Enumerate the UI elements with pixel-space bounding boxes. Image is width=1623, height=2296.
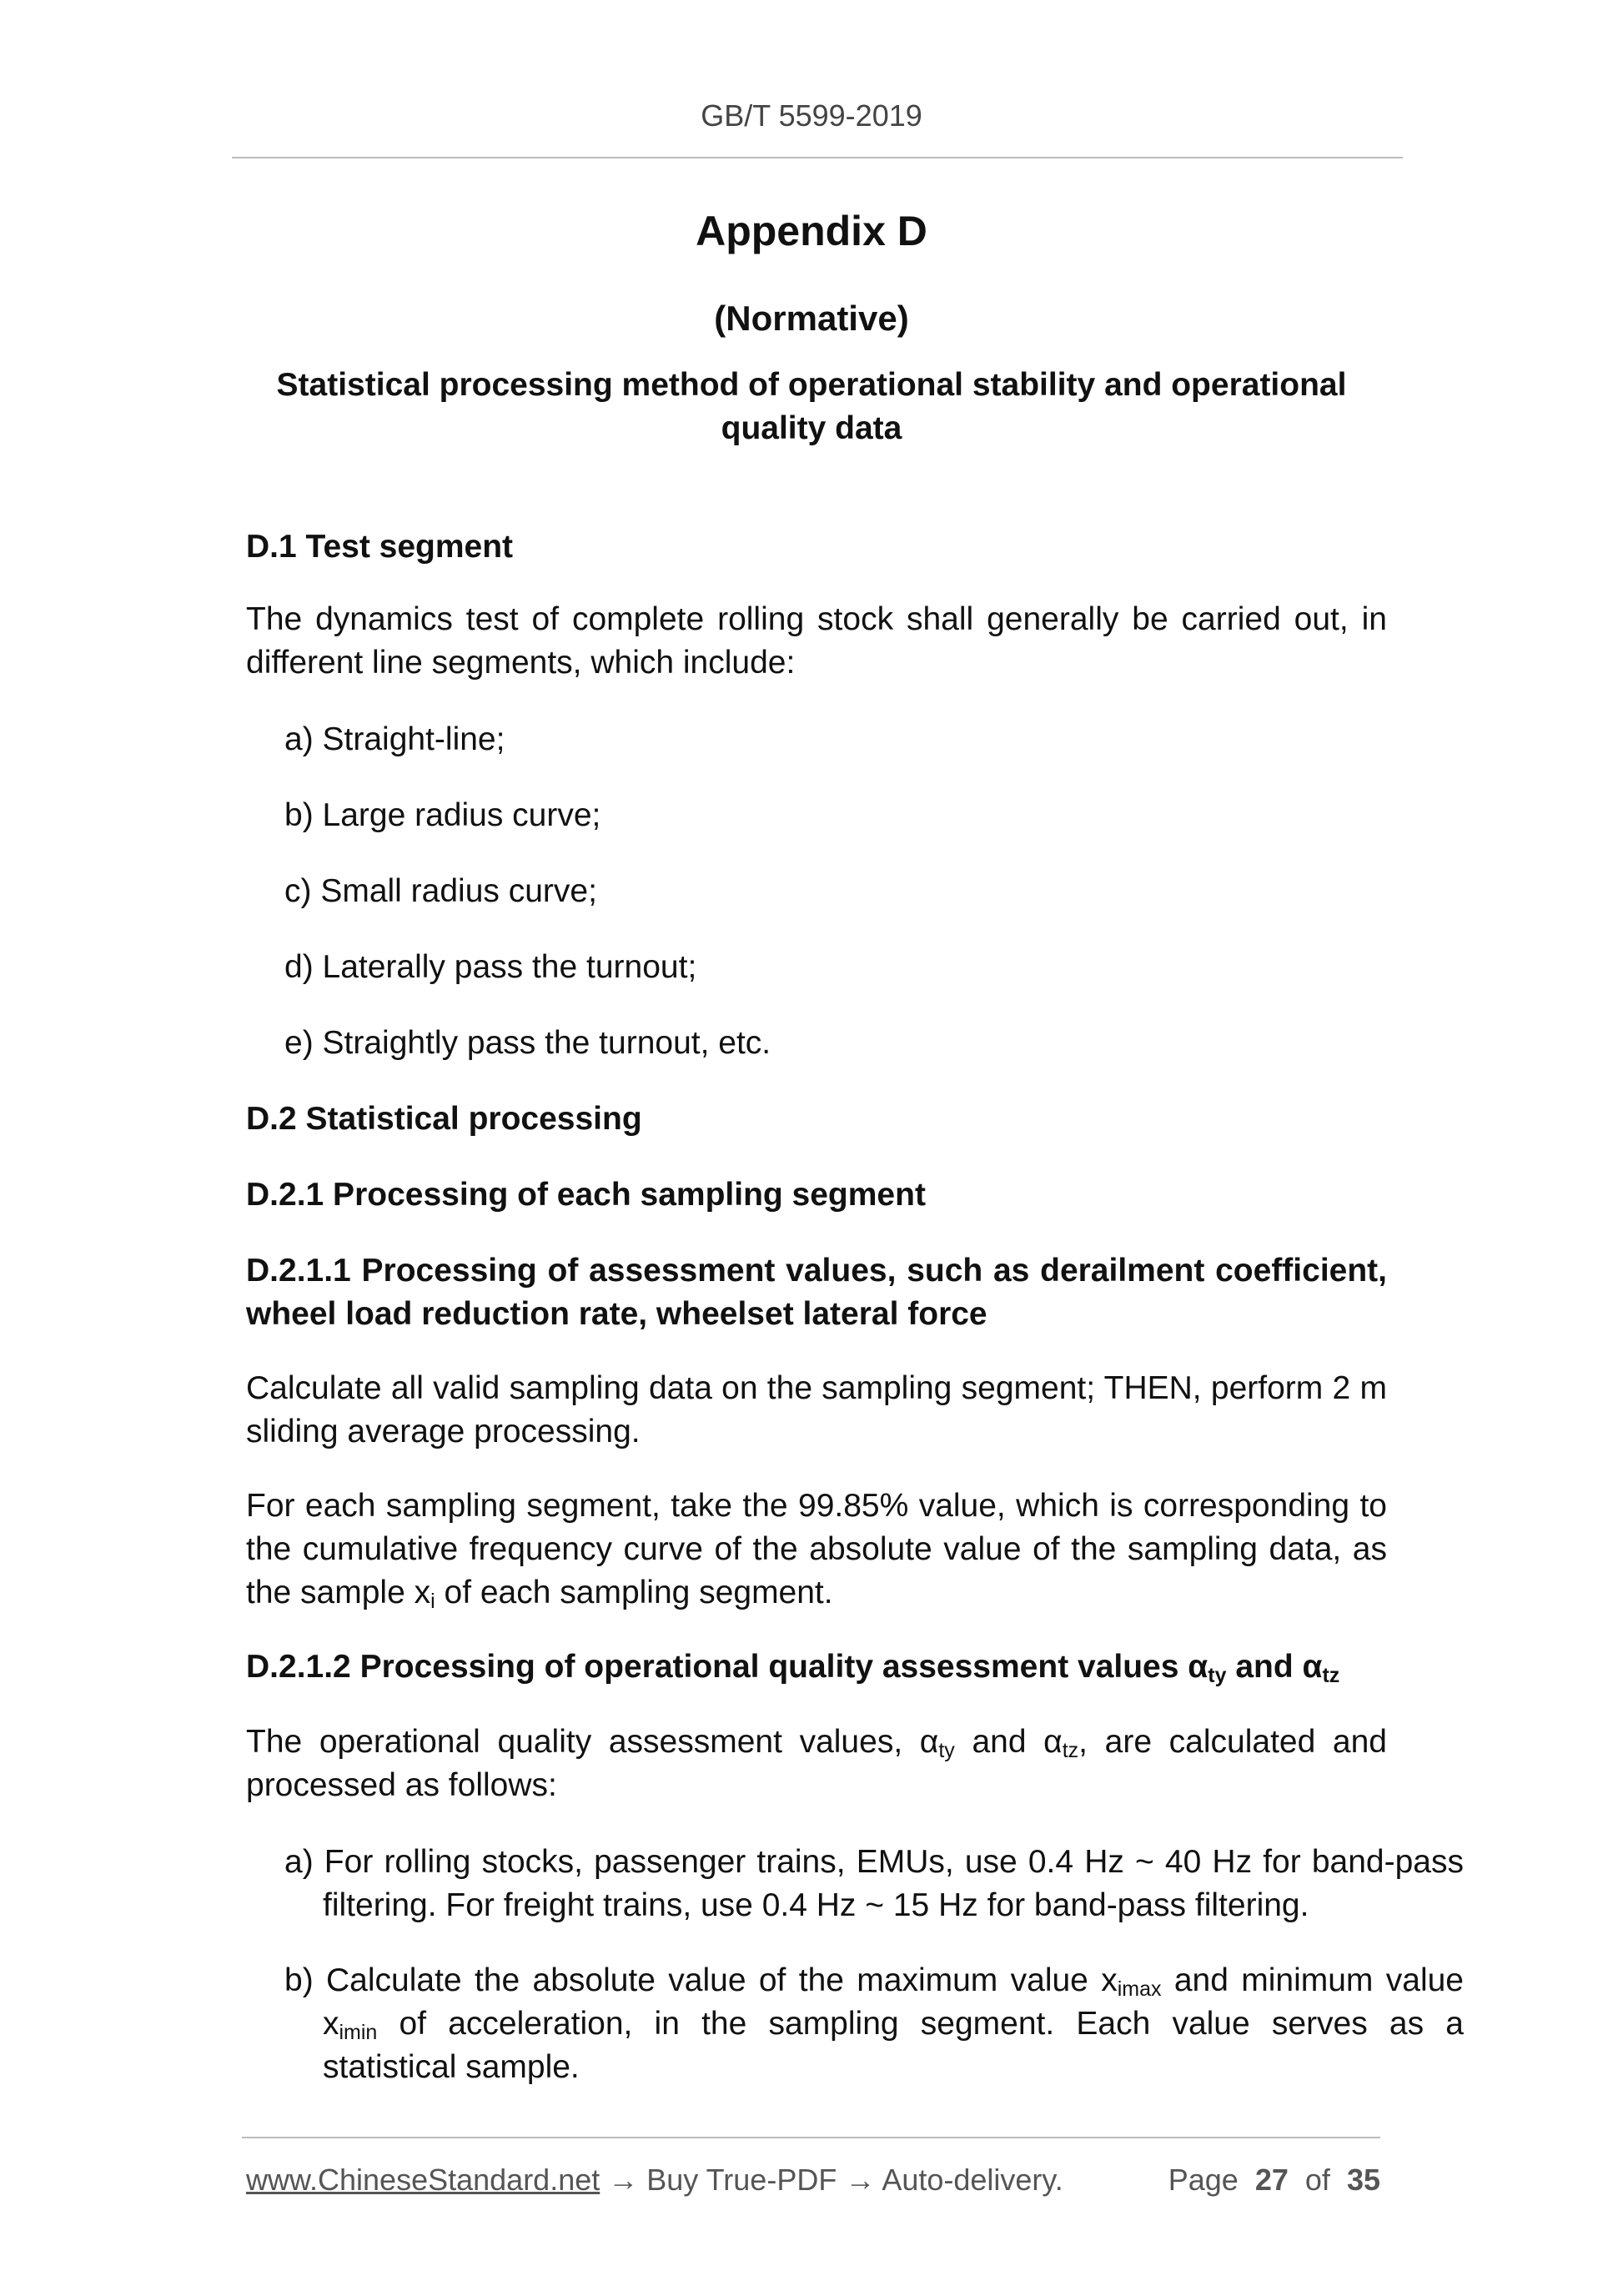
page-total: 35 [1346, 2163, 1380, 2197]
section-heading-d212 [246, 1645, 1387, 1689]
paragraph-d211-2 [246, 1485, 1387, 1615]
text-run: The operational quality assessment values, α [246, 1724, 939, 1760]
list-item-small-radius: c) Small radius curve; [284, 873, 597, 909]
site-link[interactable]: www.ChineseStandard.net [246, 2163, 600, 2197]
doc-id-header: GB/T 5599-2019 [701, 98, 922, 133]
section-heading-d211: D.2.1.1 Processing of assessment values, such as derailment coefficient, wheel load reduction rate, wheelset lateral force [246, 1253, 1387, 1332]
paragraph-d1-intro: The dynamics test of complete rolling stock shall generally be carried out, in different line segments, which include: [246, 601, 1387, 681]
list-item-large-radius: b) Large radius curve; [284, 797, 601, 833]
footer-promo-text: → Buy True-PDF → Auto-delivery. [600, 2163, 1063, 2197]
text-run: and minimum value x [323, 1962, 1464, 2042]
subscript: ty [938, 1739, 955, 1762]
subscript: imin [339, 2021, 378, 2044]
page-label: Page [1168, 2163, 1239, 2197]
subscript: ty [1208, 1664, 1227, 1687]
list-item-straightly-turnout: e) Straightly pass the turnout, etc. [284, 1025, 771, 1061]
section-heading-d1: D.1 Test segment [246, 529, 514, 565]
text-run: of each sampling segment. [435, 1575, 833, 1610]
footer-promo [246, 2163, 1063, 2198]
text-run: , are calculated and processed as follows: [246, 1724, 1387, 1803]
text-run: and α [1226, 1649, 1323, 1685]
page-number: 27 [1254, 2163, 1289, 2197]
subscript: tz [1322, 1664, 1340, 1687]
footer-divider [242, 2137, 1380, 2138]
appendix-type: (Normative) [714, 299, 909, 338]
section-heading-d2: D.2 Statistical processing [246, 1101, 642, 1137]
paragraph-d211-1: Calculate all valid sampling data on the sampling segment; THEN, perform 2 m sliding average processing. [246, 1370, 1387, 1449]
of-label: of [1304, 2163, 1330, 2197]
subscript: i [430, 1590, 435, 1613]
appendix-title: Appendix D [696, 208, 927, 254]
list-item-absolute-values [246, 1959, 1464, 2089]
text-run: For each sampling segment, take the 99.85% value, which is corresponding to the cumulative frequency curve of the absolute value of the sampling data, as the sample x [246, 1488, 1387, 1610]
list-item-laterally-turnout: d) Laterally pass the turnout; [284, 949, 697, 985]
section-heading-d21: D.2.1 Processing of each sampling segment [246, 1177, 926, 1213]
appendix-subject-text: Statistical processing method of operational stability and operational quality data [276, 367, 1347, 446]
paragraph-d212-1 [246, 1721, 1387, 1807]
page-indicator [1168, 2163, 1380, 2198]
header-divider [232, 157, 1403, 158]
text-run: of acceleration, in the sampling segment. Each value serves as a statistical sample. [323, 2006, 1464, 2085]
text-run: D.2.1.2 Processing of operational quality assessment values α [246, 1649, 1208, 1685]
appendix-subject [0, 364, 1623, 450]
subscript: imax [1117, 1977, 1162, 2001]
subscript: tz [1062, 1739, 1079, 1762]
list-item-straight-line: a) Straight-line; [284, 721, 505, 757]
text-run: and α [954, 1724, 1063, 1760]
text-run: b) Calculate the absolute value of the maximum value x [284, 1962, 1118, 1998]
list-item-band-pass: a) For rolling stocks, passenger trains, EMUs, use 0.4 Hz ~ 40 Hz for band-pass filtering. For freight trains, use 0.4 Hz ~ 15 Hz for band-pass filtering. [284, 1844, 1464, 1923]
